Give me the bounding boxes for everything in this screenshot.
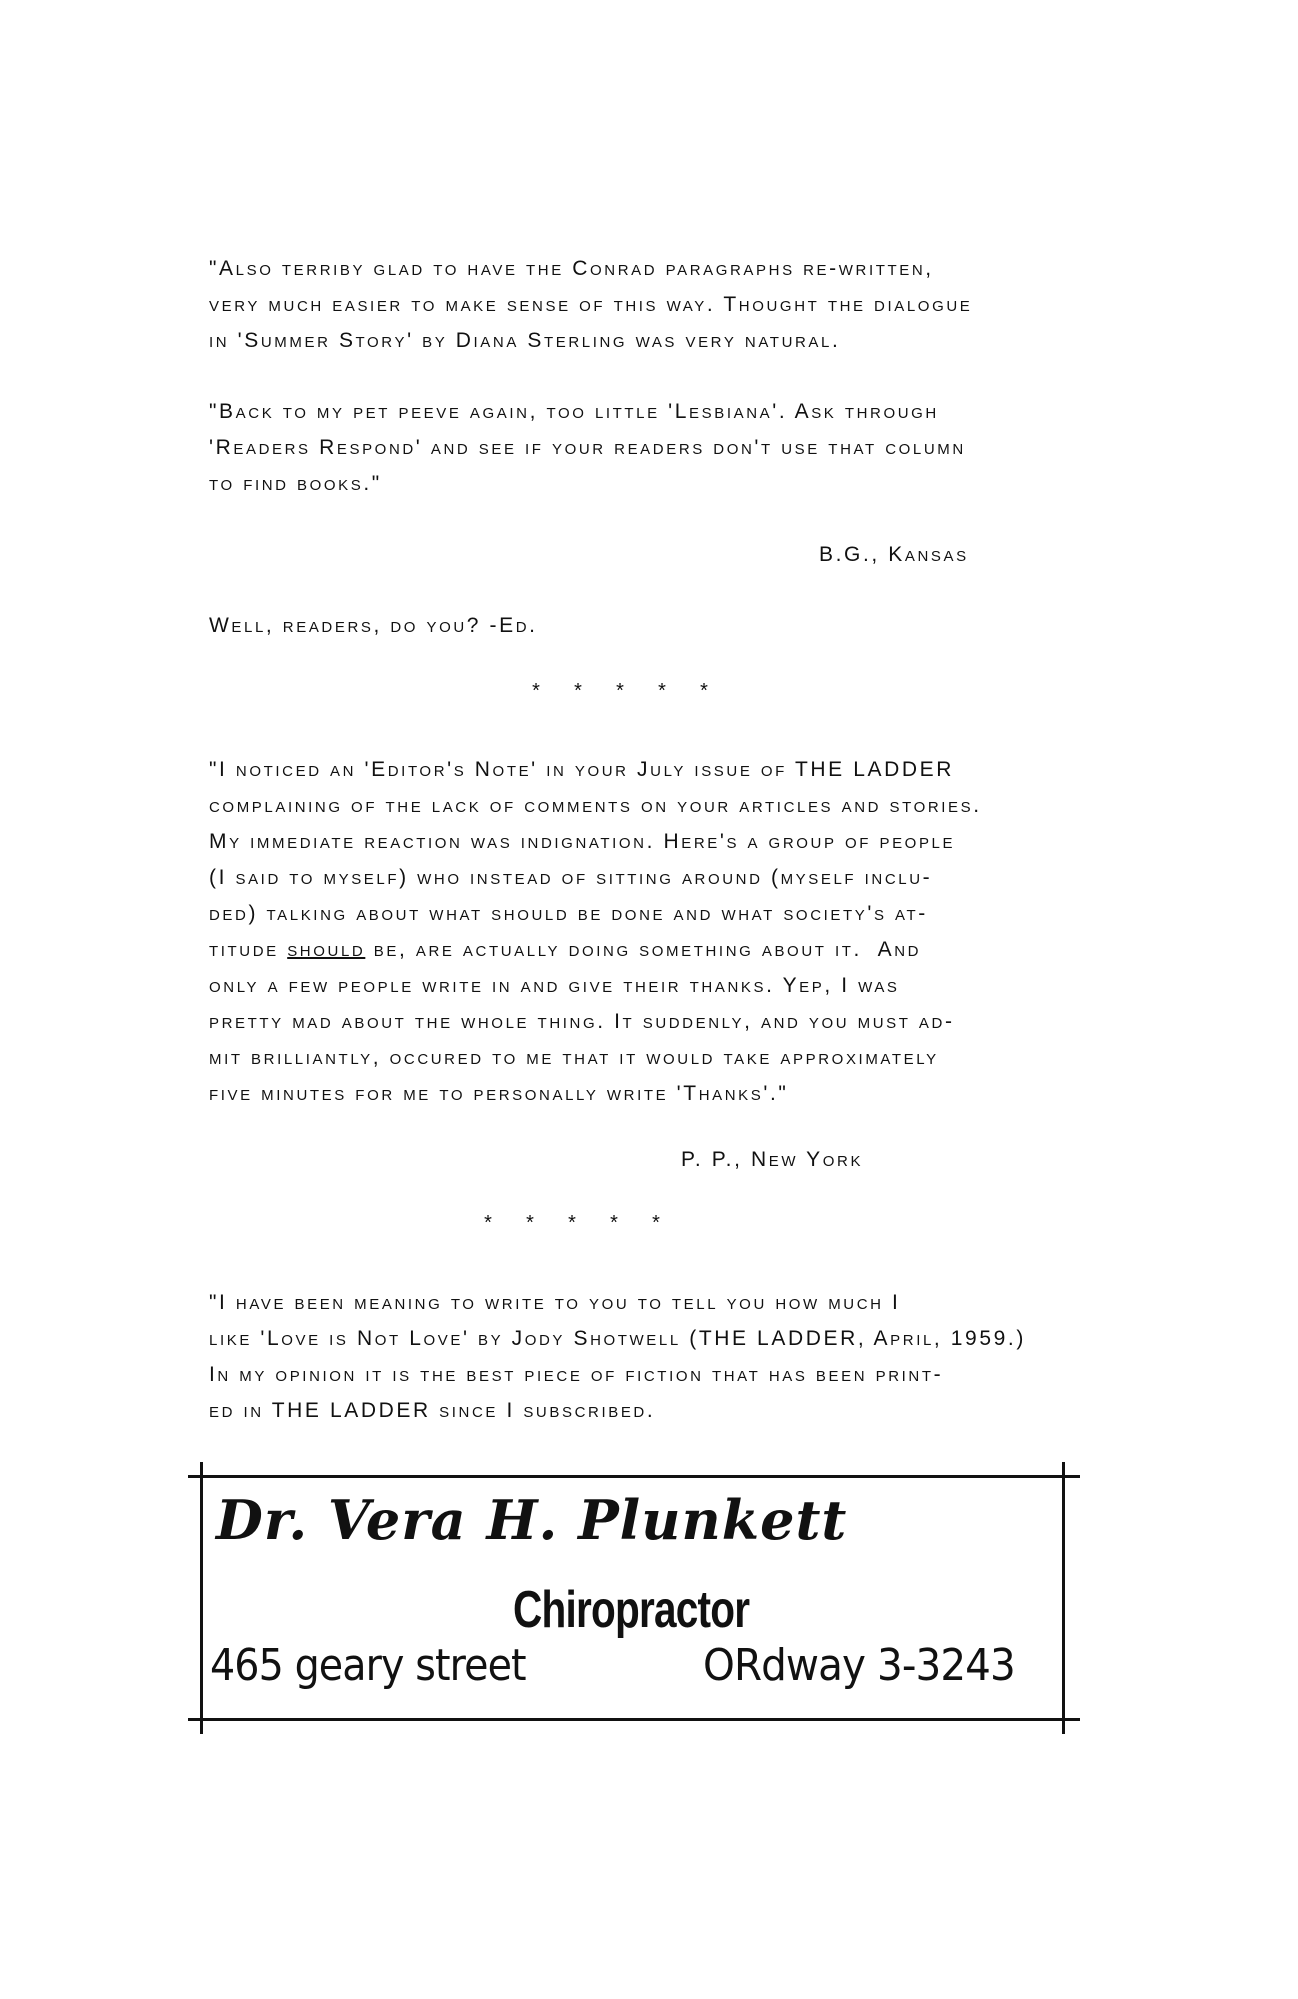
text-line: ded) talking about what should be done and what society's at- [209,902,928,925]
text-segment: be, are actually doing something about it. And [365,938,922,961]
text-line: like 'Love is Not Love' by Jody Shotwell (THE LADDER, April, 1959.) [209,1327,1026,1350]
letter-1-signature: B.G., Kansas [819,543,969,566]
text-line: very much easier to make sense of this way. Thought the dialogue [209,293,973,316]
text-line: complaining of the lack of comments on your articles and stories. [209,794,982,817]
ad-border-top [188,1475,1080,1478]
text-line: "Back to my pet peeve again, too little 'Lesbiana'. Ask through [209,400,939,423]
text-line: In my opinion it is the best piece of fiction that has been print- [209,1363,944,1386]
text-line: five minutes for me to personally write 'Thanks'." [209,1082,789,1105]
letter-2-paragraph [209,752,982,1112]
letter-3-paragraph [209,1285,1026,1429]
ad-border-bottom [188,1718,1080,1721]
ad-address: 465 geary street [210,1640,526,1691]
text-line: "Also terriby glad to have the Conrad paragraphs re-written, [209,257,934,280]
text-line [209,932,982,968]
text-line: "I have been meaning to write to you to tell you how much I [209,1291,901,1314]
editor-reply: Well, readers, do you? -Ed. [209,614,538,637]
text-line: only a few people write in and give their thanks. Yep, I was [209,974,900,997]
letter-1-paragraph-1 [209,251,972,359]
ad-phone: ORdway 3-3243 [703,1640,1015,1691]
ad-border-left [200,1462,203,1734]
ad-name: Dr. Vera H. Plunkett [216,1488,848,1552]
ad-profession: Chiropractor [513,1581,750,1639]
text-line: (I said to myself) who instead of sitting around (myself inclu- [209,866,933,889]
letter-1-paragraph-2 [209,394,966,502]
letter-2-signature: P. P., New York [681,1148,864,1171]
section-separator: * * * * * [530,682,720,705]
text-line: ed in THE LADDER since I subscribed. [209,1399,656,1422]
text-line: pretty mad about the whole thing. It suddenly, and you must ad- [209,1010,955,1033]
underlined-word: should [287,938,366,961]
text-line: mit brilliantly, occured to me that it would take approximately [209,1046,939,1069]
text-segment: titude [209,938,288,961]
text-line: "I noticed an 'Editor's Note' in your July issue of THE LADDER [209,758,954,781]
text-line: 'Readers Respond' and see if your readers don't use that column [209,436,966,459]
text-line: to find books." [209,472,382,495]
section-separator: * * * * * [482,1214,672,1237]
chiropractor-advertisement [188,1470,1080,1726]
text-line: My immediate reaction was indignation. Here's a group of people [209,830,956,853]
text-line: in 'Summer Story' by Diana Sterling was very natural. [209,329,841,352]
ad-border-right [1062,1462,1065,1734]
